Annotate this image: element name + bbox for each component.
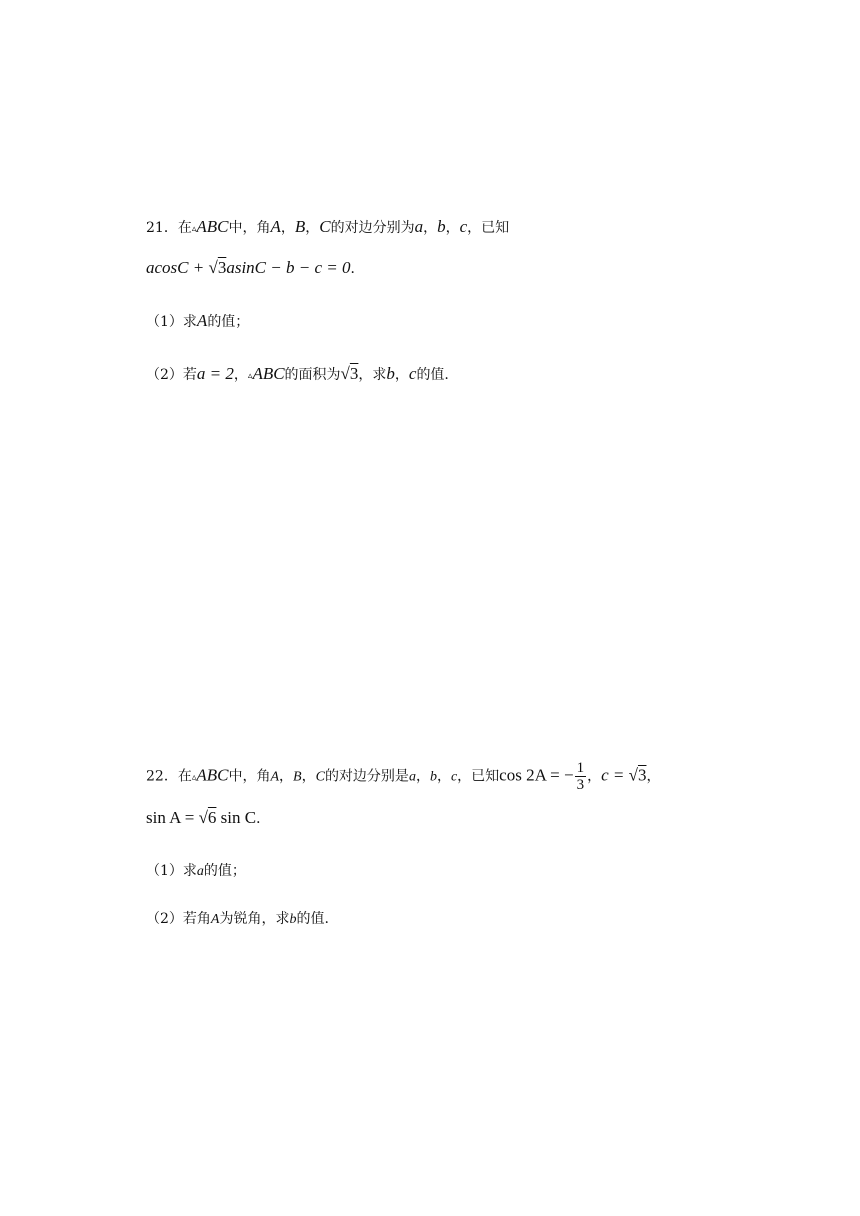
q21-sep: ， <box>233 367 248 383</box>
q22-var-B: B <box>293 769 302 785</box>
q22-text: 在 <box>177 768 192 785</box>
radicand: 3 <box>217 258 227 277</box>
q22-number: 22． <box>146 768 178 785</box>
q21-line1 <box>146 217 509 239</box>
q22-var-C: C <box>315 769 325 785</box>
q21-sep: ， <box>280 220 295 236</box>
q21-var-b: b <box>386 364 395 383</box>
q22-sep: ， <box>646 768 661 785</box>
triangle-symbol: ▵ <box>191 224 197 234</box>
radicand: 6 <box>207 808 217 827</box>
q22-part2 <box>146 909 329 930</box>
q21-part2-eq: a = 2 <box>196 364 234 383</box>
q22-var-b: b <box>429 769 437 785</box>
q22-sep: ， <box>415 768 430 785</box>
q22-sep: ， <box>301 768 316 785</box>
q21-text: ，求 <box>358 367 387 383</box>
radicand: 3 <box>349 364 359 383</box>
q22-eq-part: sin C <box>216 808 257 827</box>
q22-text: ，已知 <box>457 768 500 785</box>
q21-var-c: c <box>408 364 417 383</box>
q21-var-B: B <box>294 217 306 236</box>
q22-sep: ， <box>587 768 602 785</box>
q22-eq-end: ． <box>256 811 271 827</box>
q21-text: 在 <box>177 220 192 236</box>
q22-var-A: A <box>270 769 280 785</box>
q22-var-a: a <box>408 769 416 785</box>
q21-part1-var: A <box>196 311 208 330</box>
fraction <box>575 760 587 793</box>
q21-abc: ABC <box>252 364 285 383</box>
q21-text: ，已知 <box>467 220 510 236</box>
q22-text: 中，角 <box>228 768 271 785</box>
q21-var-A: A <box>270 217 281 236</box>
q22-part1-label: （1）求 <box>146 863 197 879</box>
q22-part2-label: （2）若角 <box>146 911 211 927</box>
q21-part2 <box>146 364 449 386</box>
q21-part1-rest: 的值； <box>207 314 250 330</box>
q21-abc: ABC <box>196 217 229 236</box>
q22-part2-var-b: b <box>289 912 297 927</box>
q21-part2-rest: 的值. <box>416 367 449 383</box>
q21-part2-label: （2）若 <box>146 367 197 383</box>
q22-text: 的对边分别是 <box>324 768 409 785</box>
q21-sep: ， <box>394 367 409 383</box>
q21-eq-part: acosC + <box>146 258 209 277</box>
q21-var-b: b <box>437 217 446 236</box>
q21-var-C: C <box>319 217 331 236</box>
q21-equation <box>146 258 364 279</box>
q22-part1-rest: 的值； <box>203 863 246 879</box>
q21-part1-label: （1）求 <box>146 314 197 330</box>
q21-text: 中，角 <box>228 220 271 236</box>
sqrt-symbol: √ <box>208 258 218 277</box>
radicand: 3 <box>637 765 647 785</box>
q21-eq-part: asinC − b − c = 0 <box>226 258 351 277</box>
fraction-denominator: 3 <box>576 777 585 793</box>
q21-number: 21． <box>146 220 178 236</box>
q21-sep: ， <box>445 220 460 236</box>
fraction-numerator: 1 <box>576 760 585 776</box>
sqrt-symbol: √ <box>340 364 350 383</box>
q22-equation <box>146 808 270 829</box>
q22-line1 <box>146 760 660 793</box>
q22-abc: ABC <box>196 765 229 785</box>
q21-text: 的对边分别为 <box>330 220 415 236</box>
triangle-symbol: ▵ <box>191 772 197 783</box>
q22-eq-part: sin A = <box>146 808 199 827</box>
sqrt-symbol: √ <box>628 765 638 785</box>
q22-sep: ， <box>436 768 451 785</box>
q21-part1 <box>146 311 249 332</box>
q22-sep: ， <box>279 768 294 785</box>
q22-part1-var: a <box>196 864 204 879</box>
q22-c-eq: c = <box>601 765 629 785</box>
q22-var-c: c <box>450 769 458 785</box>
q21-text: 的面积为 <box>284 367 341 383</box>
q22-cos-expr: cos 2A = − <box>499 765 574 785</box>
q22-part2-mid: 为锐角，求 <box>219 911 290 927</box>
q21-var-c: c <box>459 217 468 236</box>
q22-part1 <box>146 861 246 882</box>
q21-var-a: a <box>414 217 424 236</box>
q22-part2-var-A: A <box>210 912 220 927</box>
sqrt-symbol: √ <box>198 808 208 827</box>
q21-sep: ， <box>305 220 320 236</box>
triangle-symbol: ▵ <box>247 371 253 381</box>
q22-part2-rest: 的值. <box>296 911 329 927</box>
q21-eq-end: ． <box>350 261 365 277</box>
q21-sep: ， <box>423 220 438 236</box>
